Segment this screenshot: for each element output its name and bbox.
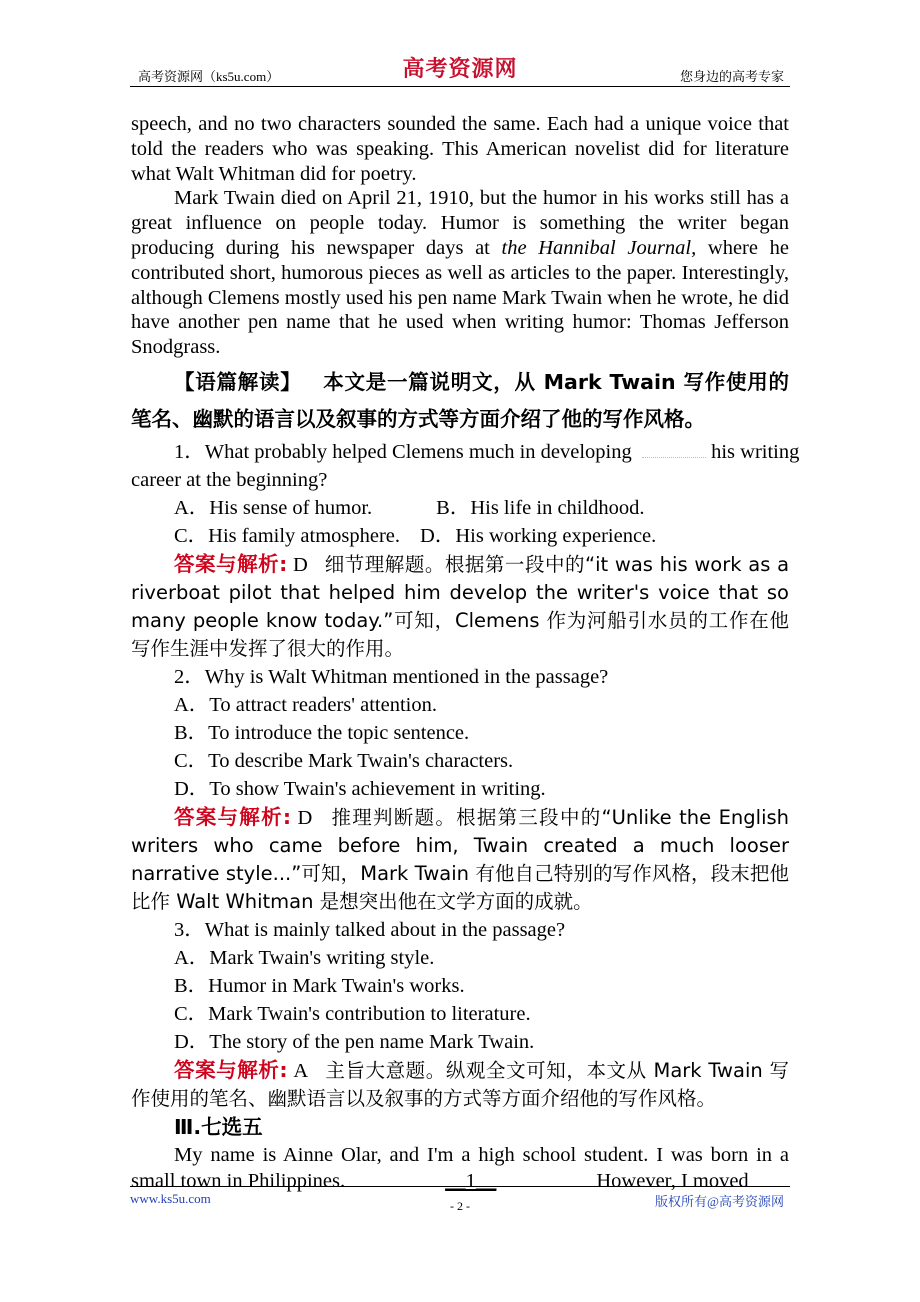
question-3-answer (131, 1056, 789, 1113)
answer-label: 答案与解析: (174, 804, 292, 829)
page-number: - 2 - (450, 1199, 470, 1213)
question-2-stem: 2．Why is Walt Whitman mentioned in the passage? (174, 665, 609, 688)
answer-explanation: 推理判断题。根据第三段中的“Unlike the English writers who came before him, Twain created a much looser narrative style...”可知，Mark Twain 有他自己特别的写作风格，段末把他比作 Walt Whitman 是想突出他在文学方面的成就。 (131, 805, 790, 913)
option-c: C．His family atmosphere. (174, 524, 401, 547)
question-1-stem: 1．What probably helped Clemens much in developing his writing (174, 440, 800, 463)
answer-explanation: 细节理解题。根据第一段中的“it was his work as a riverboat pilot that helped him develop the writer's voice that so many people know today.”可知，Clemens 作为河船引水员的工作在他写作生涯中发挥了很大的作用。 (131, 552, 790, 660)
header-site-name: 高考资源网（ks5u.com） (138, 69, 280, 84)
passage-paragraph-2: Mark Twain died on April 21, 1910, but the humor in his works still has a great influence on people today. Humor is something the writer began producing during his newspaper days at the Hannibal Journal, where he contributed short, humorous pieces as well as articles to the paper. Interestingly, although Clemens mostly used his pen name Mark Twain when he wrote, he did have another pen name that he used when writing humor: Thomas Jefferson Snodgrass. (131, 187, 789, 359)
section-3-title: Ⅲ.七选五 (174, 1114, 263, 1139)
reading-guide (131, 364, 789, 438)
footer-copyright: 版权所有@高考资源网 (655, 1194, 784, 1209)
question-2-option-c: C．To describe Mark Twain's characters. (174, 749, 514, 772)
header-logo: 高考资源网 (402, 56, 518, 82)
answer-label: 答案与解析: (174, 1057, 288, 1082)
section-3-paragraph: My name is Ainne Olar, and I'm a high school student. I was born in a small town in Philippines. __1__ However, I moved (131, 1143, 789, 1192)
question-3-stem: 3．What is mainly talked about in the passage? (174, 918, 566, 941)
page-header (130, 52, 790, 87)
answer-explanation: 主旨大意题。纵观全文可知，本文从 Mark Twain 写作使用的笔名、幽默语言以及叙事的方式等方面介绍他的写作风格。 (131, 1058, 790, 1110)
question-2-option-a: A．To attract readers' attention. (174, 693, 437, 716)
page-footer (130, 1186, 790, 1217)
footer-url[interactable]: www.ks5u.com (130, 1191, 211, 1206)
question-1-stem-cont: career at the beginning? (131, 468, 328, 491)
reading-guide-label: 【语篇解读】 (174, 369, 302, 394)
answer-label: 答案与解析: (174, 551, 288, 576)
answer-letter: A (293, 1059, 309, 1082)
document-body (131, 112, 800, 1194)
question-2-option-b: B．To introduce the topic sentence. (174, 721, 470, 744)
answer-letter: D (297, 806, 313, 829)
reading-guide-text: 本文是一篇说明文，从 Mark Twain 写作使用的笔名、幽默的语言以及叙事的方式等方面介绍了他的写作风格。 (131, 369, 789, 431)
question-3-option-b: B．Humor in Mark Twain's works. (174, 974, 465, 997)
question-1-options-cd (131, 522, 789, 550)
question-1-options-ab (131, 494, 789, 522)
blank-1: __1__ (445, 1169, 497, 1192)
option-b: B．His life in childhood. (436, 496, 645, 519)
question-2-answer (131, 803, 789, 916)
option-a: A．His sense of humor. (174, 496, 373, 519)
passage-paragraph-1: speech, and no two characters sounded the same. Each had a unique voice that told the readers who was speaking. This American novelist did for literature what Walt Whitman did for poetry. (131, 113, 789, 185)
question-3-option-c: C．Mark Twain's contribution to literature. (174, 1002, 531, 1025)
header-slogan: 您身边的高考专家 (679, 69, 784, 84)
newspaper-title: the Hannibal Journal, (501, 236, 697, 259)
stem-gap (642, 456, 706, 458)
option-d: D．His working experience. (420, 524, 657, 547)
question-3-option-a: A．Mark Twain's writing style. (174, 946, 435, 969)
answer-letter: D (292, 553, 308, 576)
question-2-option-d: D．To show Twain's achievement in writing. (174, 777, 546, 800)
question-3-option-d: D．The story of the pen name Mark Twain. (174, 1030, 535, 1053)
question-1-answer (131, 550, 789, 663)
